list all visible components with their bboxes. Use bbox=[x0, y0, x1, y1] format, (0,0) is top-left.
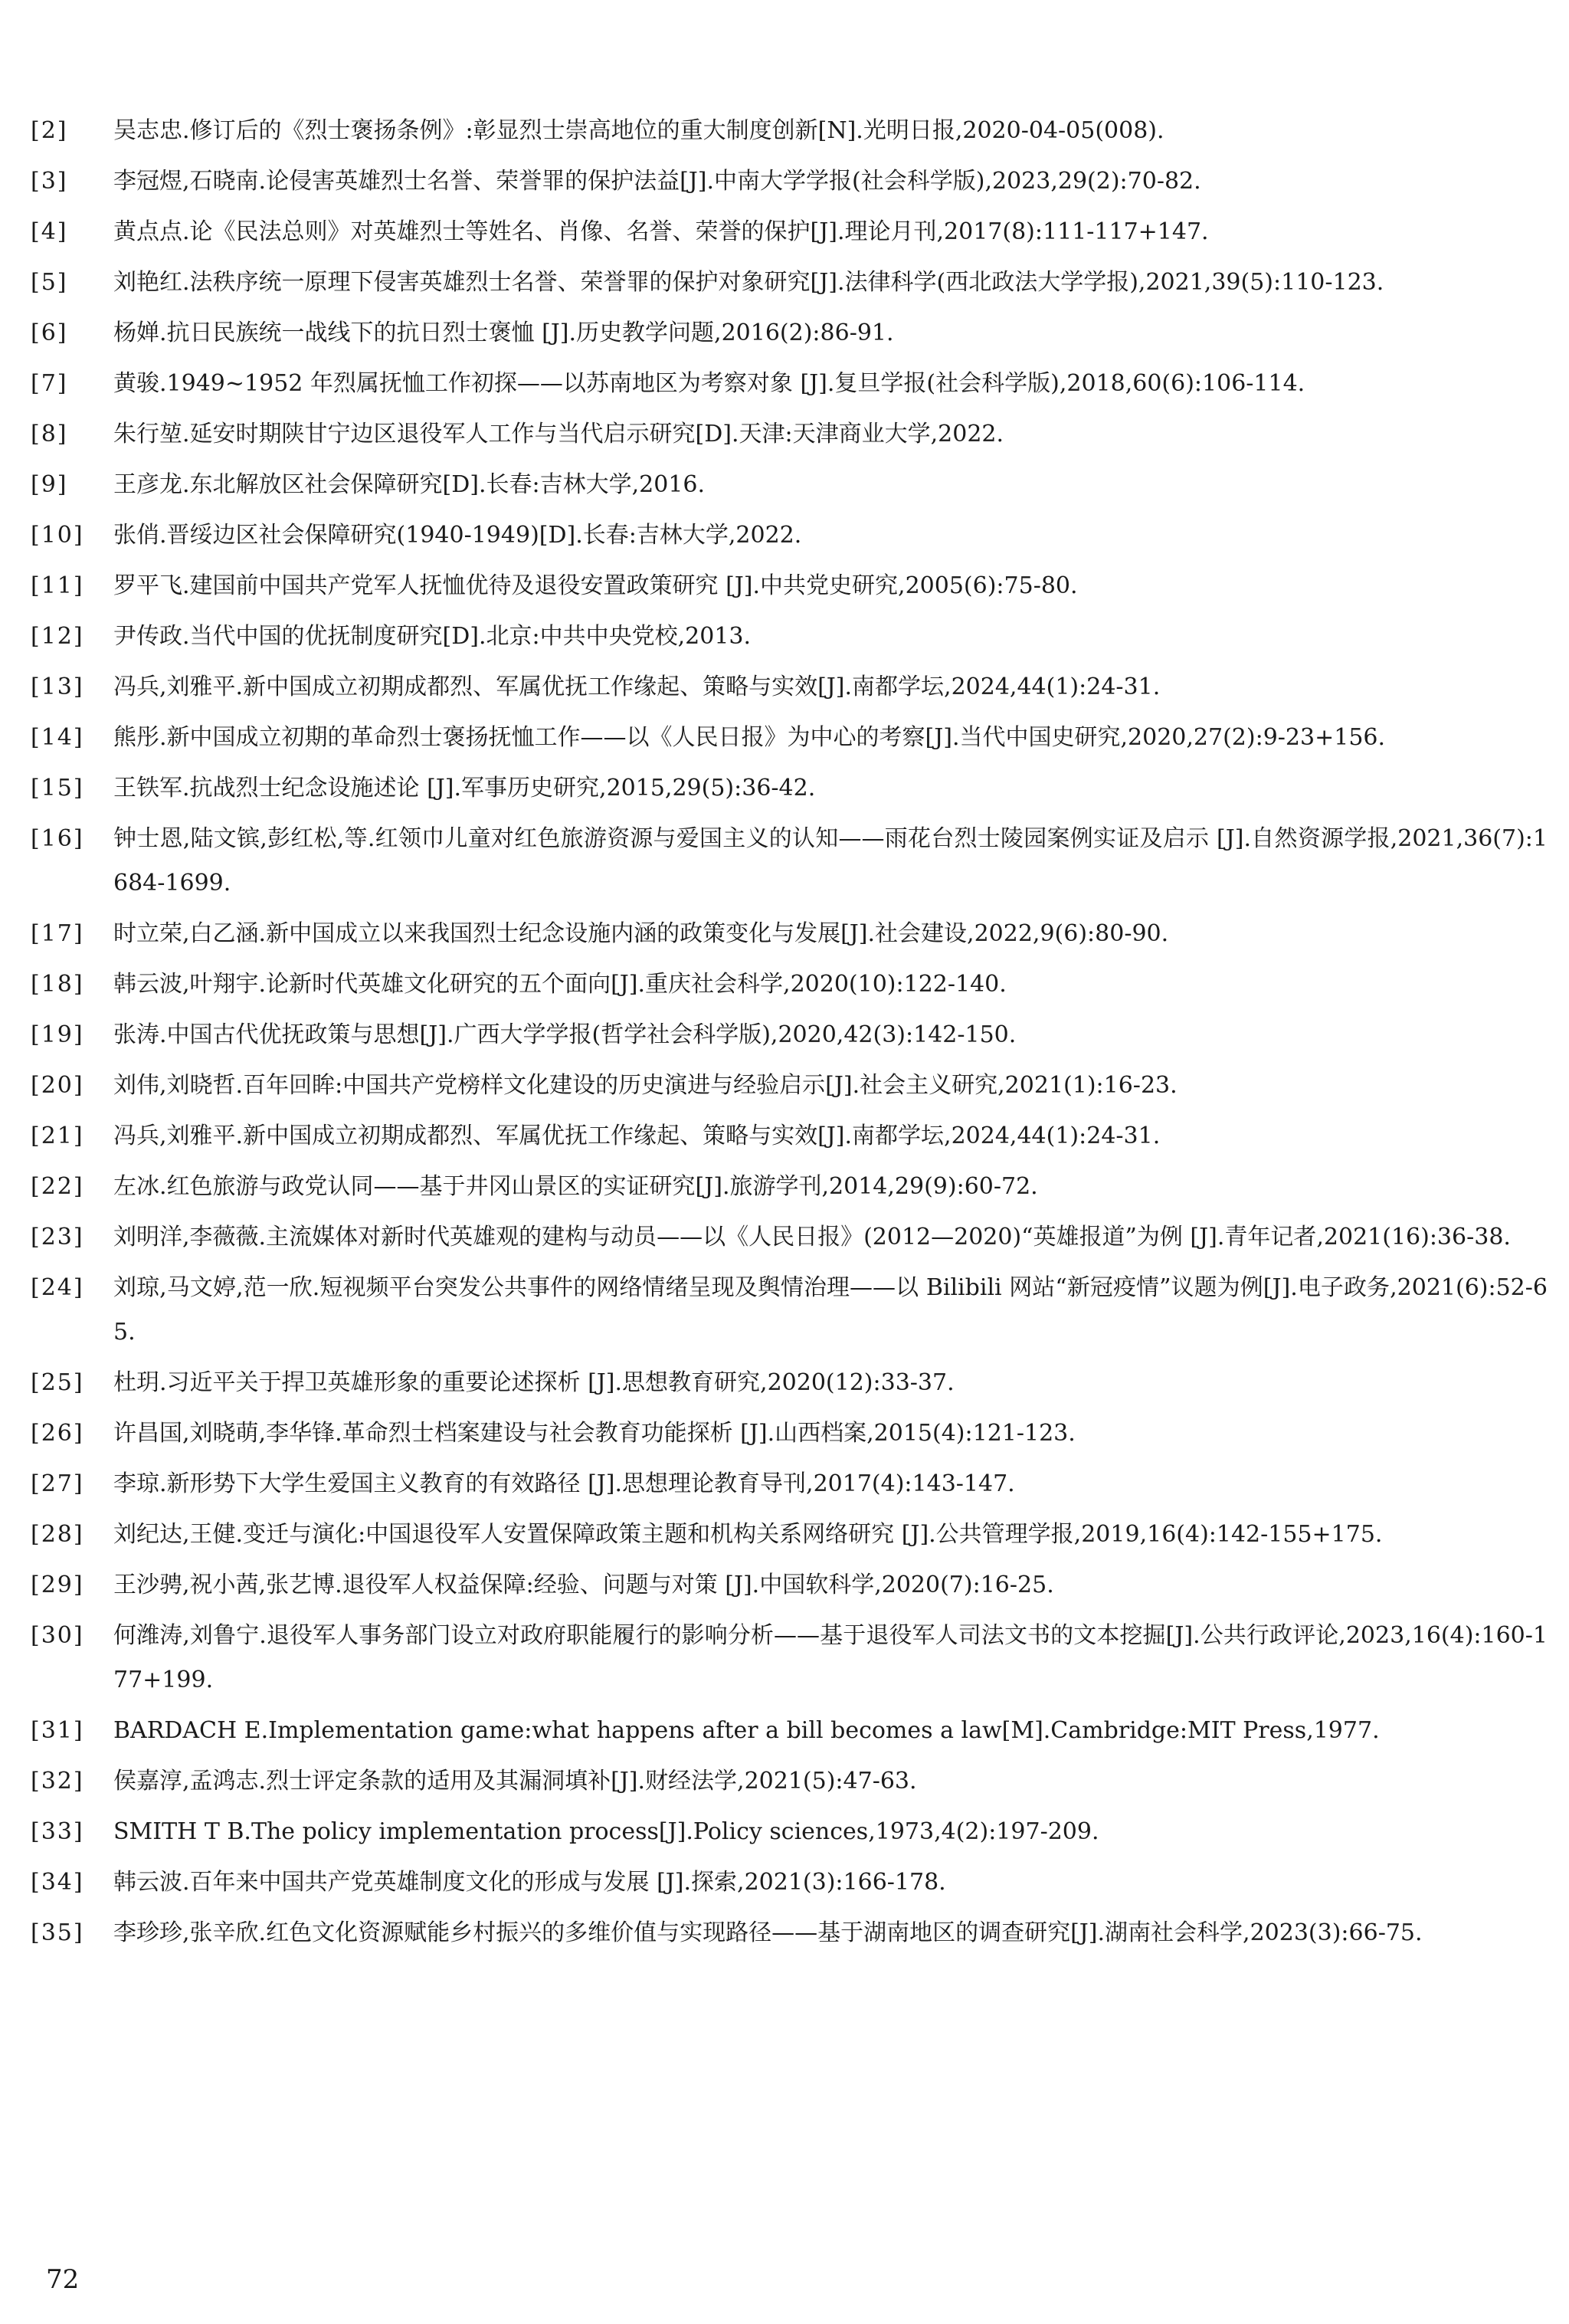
reference-item bbox=[31, 564, 1548, 608]
reference-number: [26] bbox=[31, 1420, 84, 1447]
reference-text: 韩云波,叶翔宇.论新时代英雄文化研究的五个面向[J].重庆社会科学,2020(10):122-140. bbox=[113, 971, 1007, 998]
reference-item bbox=[31, 1411, 1548, 1456]
reference-number: [4] bbox=[31, 218, 68, 245]
reference-number: [11] bbox=[31, 572, 84, 599]
reference-number: [25] bbox=[31, 1369, 84, 1396]
reference-item bbox=[31, 1810, 1548, 1854]
reference-text: 王彦龙.东北解放区社会保障研究[D].长春:吉林大学,2016. bbox=[113, 471, 706, 498]
reference-number: [10] bbox=[31, 522, 84, 549]
reference-item bbox=[31, 1911, 1548, 1955]
reference-number: [21] bbox=[31, 1123, 84, 1149]
reference-text: 许昌国,刘晓萌,李华锋.革命烈士档案建设与社会教育功能探析 [J].山西档案,2015(4):121-123. bbox=[113, 1420, 1076, 1447]
reference-item bbox=[31, 1759, 1548, 1804]
reference-text: 何潍涛,刘鲁宁.退役军人事务部门设立对政府职能履行的影响分析——基于退役军人司法文书的文本挖掘[J].公共行政评论,2023,16(4):160-177+199. bbox=[113, 1622, 1548, 1693]
reference-item bbox=[31, 261, 1548, 305]
reference-item bbox=[31, 1614, 1548, 1703]
reference-item bbox=[31, 311, 1548, 356]
reference-number: [32] bbox=[31, 1768, 84, 1795]
reference-text: 左冰.红色旅游与政党认同——基于井冈山景区的实证研究[J].旅游学刊,2014,29(9):60-72. bbox=[113, 1173, 1038, 1200]
reference-text: 李琼.新形势下大学生爱国主义教育的有效路径 [J].思想理论教育导刊,2017(4):143-147. bbox=[113, 1470, 1015, 1497]
reference-text: 黄骏.1949~1952 年烈属抚恤工作初探——以苏南地区为考察对象 [J].复旦学报(社会科学版),2018,60(6):106-114. bbox=[113, 370, 1305, 397]
reference-number: [35] bbox=[31, 1919, 84, 1946]
reference-item bbox=[31, 1462, 1548, 1506]
reference-item bbox=[31, 817, 1548, 906]
reference-item bbox=[31, 1563, 1548, 1608]
reference-text: 刘纪达,王健.变迁与演化:中国退役军人安置保障政策主题和机构关系网络研究 [J].公共管理学报,2019,16(4):142-155+175. bbox=[113, 1521, 1383, 1548]
reference-text: 吴志忠.修订后的《烈士褒扬条例》:彰显烈士崇高地位的重大制度创新[N].光明日报,2020-04-05(008). bbox=[113, 117, 1164, 144]
reference-item bbox=[31, 1165, 1548, 1209]
reference-text: 尹传政.当代中国的优抚制度研究[D].北京:中共中央党校,2013. bbox=[113, 623, 752, 650]
reference-text: 冯兵,刘雅平.新中国成立初期成都烈、军属优抚工作缘起、策略与实效[J].南都学坛,2024,44(1):24-31. bbox=[113, 674, 1161, 700]
page-number: 72 bbox=[46, 2264, 80, 2295]
reference-number: [29] bbox=[31, 1572, 84, 1598]
reference-text: 杨婵.抗日民族统一战线下的抗日烈士褒恤 [J].历史教学问题,2016(2):86-91. bbox=[113, 320, 894, 346]
reference-number: [27] bbox=[31, 1470, 84, 1497]
reference-item bbox=[31, 766, 1548, 811]
reference-item bbox=[31, 716, 1548, 760]
reference-number: [31] bbox=[31, 1717, 84, 1744]
reference-text: 刘琼,马文婷,范一欣.短视频平台突发公共事件的网络情绪呈现及舆情治理——以 Bilibili 网站“新冠疫情”议题为例[J].电子政务,2021(6):52-65. bbox=[113, 1274, 1548, 1346]
reference-item bbox=[31, 1860, 1548, 1905]
reference-text: 侯嘉淳,孟鸿志.烈士评定条款的适用及其漏洞填补[J].财经法学,2021(5):47-63. bbox=[113, 1768, 917, 1795]
reference-number: [30] bbox=[31, 1622, 84, 1649]
reference-text: 刘明洋,李薇薇.主流媒体对新时代英雄观的建构与动员——以《人民日报》(2012—2020)“英雄报道”为例 [J].青年记者,2021(16):36-38. bbox=[113, 1224, 1511, 1251]
reference-number: [20] bbox=[31, 1072, 84, 1099]
reference-item bbox=[31, 1215, 1548, 1260]
reference-item bbox=[31, 159, 1548, 204]
reference-text: 时立荣,白乙涵.新中国成立以来我国烈士纪念设施内涵的政策变化与发展[J].社会建设,2022,9(6):80-90. bbox=[113, 920, 1169, 947]
reference-number: [15] bbox=[31, 775, 84, 801]
reference-text: BARDACH E.Implementation game:what happens after a bill becomes a law[M].Cambridge:MIT Press,1977. bbox=[113, 1717, 1380, 1744]
reference-text: 王铁军.抗战烈士纪念设施述论 [J].军事历史研究,2015,29(5):36-42. bbox=[113, 775, 816, 801]
reference-item bbox=[31, 1513, 1548, 1557]
reference-item bbox=[31, 1266, 1548, 1355]
reference-number: [5] bbox=[31, 269, 68, 296]
reference-item bbox=[31, 912, 1548, 956]
reference-text: 王沙骋,祝小茜,张艺博.退役军人权益保障:经验、问题与对策 [J].中国软科学,2020(7):16-25. bbox=[113, 1572, 1054, 1598]
reference-number: [28] bbox=[31, 1521, 84, 1548]
reference-number: [12] bbox=[31, 623, 84, 650]
reference-text: 韩云波.百年来中国共产党英雄制度文化的形成与发展 [J].探索,2021(3):166-178. bbox=[113, 1869, 946, 1896]
reference-item bbox=[31, 463, 1548, 507]
reference-item bbox=[31, 615, 1548, 659]
reference-text: 李珍珍,张辛欣.红色文化资源赋能乡村振兴的多维价值与实现路径——基于湖南地区的调查研究[J].湖南社会科学,2023(3):66-75. bbox=[113, 1919, 1423, 1946]
reference-text: SMITH T B.The policy implementation process[J].Policy sciences,1973,4(2):197-209. bbox=[113, 1818, 1099, 1845]
reference-number: [19] bbox=[31, 1021, 84, 1048]
reference-number: [14] bbox=[31, 724, 84, 751]
reference-item bbox=[31, 513, 1548, 558]
reference-number: [16] bbox=[31, 825, 84, 852]
reference-text: 刘伟,刘晓哲.百年回眸:中国共产党榜样文化建设的历史演进与经验启示[J].社会主义研究,2021(1):16-23. bbox=[113, 1072, 1178, 1099]
reference-number: [8] bbox=[31, 421, 68, 447]
reference-item bbox=[31, 362, 1548, 406]
reference-text: 朱行堃.延安时期陕甘宁边区退役军人工作与当代启示研究[D].天津:天津商业大学,2022. bbox=[113, 421, 1004, 447]
reference-item bbox=[31, 665, 1548, 710]
reference-text: 钟士恩,陆文镔,彭红松,等.红领巾儿童对红色旅游资源与爱国主义的认知——雨花台烈士陵园案例实证及启示 [J].自然资源学报,2021,36(7):1684-1699. bbox=[113, 825, 1548, 896]
reference-item bbox=[31, 109, 1548, 153]
reference-item bbox=[31, 210, 1548, 254]
reference-text: 黄点点.论《民法总则》对英雄烈士等姓名、肖像、名誉、荣誉的保护[J].理论月刊,2017(8):111-117+147. bbox=[113, 218, 1209, 245]
reference-number: [17] bbox=[31, 920, 84, 947]
reference-number: [34] bbox=[31, 1869, 84, 1896]
reference-text: 张俏.晋绥边区社会保障研究(1940-1949)[D].长春:吉林大学,2022. bbox=[113, 522, 802, 549]
reference-item bbox=[31, 1013, 1548, 1057]
reference-item bbox=[31, 1709, 1548, 1753]
reference-number: [2] bbox=[31, 117, 68, 144]
reference-number: [7] bbox=[31, 370, 68, 397]
reference-item bbox=[31, 1064, 1548, 1108]
reference-text: 罗平飞.建国前中国共产党军人抚恤优待及退役安置政策研究 [J].中共党史研究,2005(6):75-80. bbox=[113, 572, 1078, 599]
reference-item bbox=[31, 412, 1548, 457]
reference-number: [22] bbox=[31, 1173, 84, 1200]
reference-item bbox=[31, 1361, 1548, 1405]
reference-text: 李冠煜,石晓南.论侵害英雄烈士名誉、荣誉罪的保护法益[J].中南大学学报(社会科学版),2023,29(2):70-82. bbox=[113, 168, 1201, 195]
reference-text: 张涛.中国古代优抚政策与思想[J].广西大学学报(哲学社会科学版),2020,42(3):142-150. bbox=[113, 1021, 1017, 1048]
reference-number: [24] bbox=[31, 1274, 84, 1301]
reference-number: [9] bbox=[31, 471, 68, 498]
reference-number: [13] bbox=[31, 674, 84, 700]
reference-text: 杜玥.习近平关于捍卫英雄形象的重要论述探析 [J].思想教育研究,2020(12):33-37. bbox=[113, 1369, 955, 1396]
reference-list bbox=[31, 109, 1548, 1962]
reference-text: 冯兵,刘雅平.新中国成立初期成都烈、军属优抚工作缘起、策略与实效[J].南都学坛,2024,44(1):24-31. bbox=[113, 1123, 1161, 1149]
reference-number: [33] bbox=[31, 1818, 84, 1845]
reference-text: 刘艳红.法秩序统一原理下侵害英雄烈士名誉、荣誉罪的保护对象研究[J].法律科学(西北政法大学学报),2021,39(5):110-123. bbox=[113, 269, 1384, 296]
reference-number: [3] bbox=[31, 168, 68, 195]
reference-number: [6] bbox=[31, 320, 68, 346]
reference-item bbox=[31, 962, 1548, 1007]
reference-text: 熊彤.新中国成立初期的革命烈士褒扬抚恤工作——以《人民日报》为中心的考察[J].当代中国史研究,2020,27(2):9-23+156. bbox=[113, 724, 1386, 751]
reference-number: [18] bbox=[31, 971, 84, 998]
reference-item bbox=[31, 1114, 1548, 1159]
reference-number: [23] bbox=[31, 1224, 84, 1251]
